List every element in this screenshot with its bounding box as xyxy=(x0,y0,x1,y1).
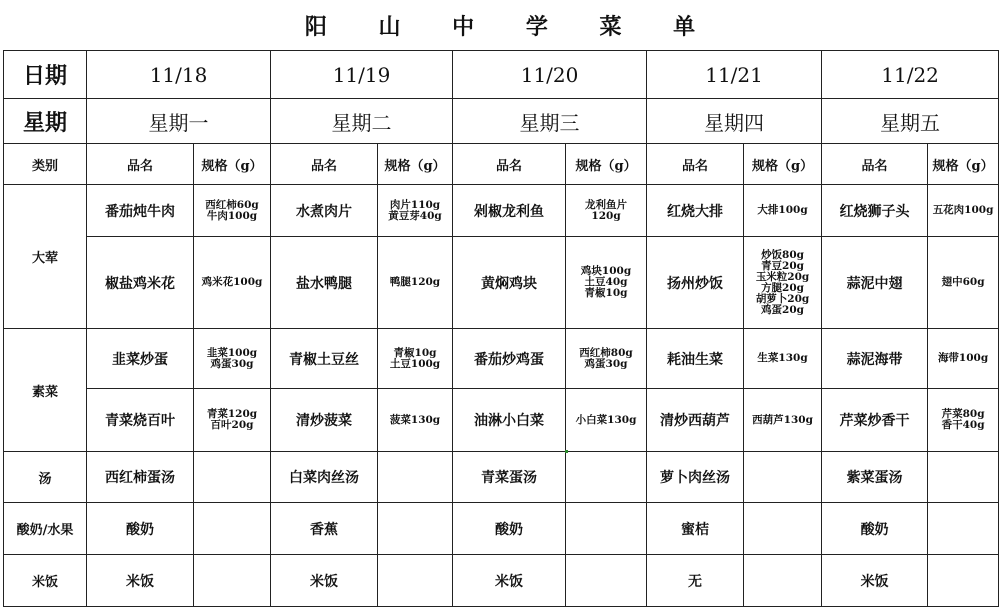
spec-header: 规格（g） xyxy=(744,144,822,185)
spec-line: 青椒10g xyxy=(584,287,628,299)
name-header: 品名 xyxy=(453,144,566,185)
spec-line: 肉片110g xyxy=(389,198,441,211)
dish-name: 青椒土豆丝 xyxy=(271,329,378,389)
dish-spec xyxy=(194,237,271,329)
date-cell: 11/18 xyxy=(87,51,271,99)
spec-line: 大排100g xyxy=(757,204,808,216)
soup-name: 萝卜肉丝汤 xyxy=(647,452,744,503)
dish-spec xyxy=(928,389,999,452)
soup-name: 西红柿蛋汤 xyxy=(87,452,194,503)
spec-line: 鸡米花100g xyxy=(201,276,263,288)
spec-line: 芹菜80g xyxy=(941,408,985,420)
yogurt-name: 酸奶 xyxy=(822,503,928,555)
stray-mark xyxy=(565,450,568,453)
date-cell: 11/22 xyxy=(822,51,999,99)
spec-line: 青菜120g xyxy=(206,408,258,420)
dish-spec xyxy=(566,389,647,452)
soup-name: 白菜肉丝汤 xyxy=(271,452,378,503)
spec-line: 龙利鱼片 xyxy=(585,198,628,211)
spec-line: 海带100g xyxy=(937,352,989,364)
yogurt-row xyxy=(4,503,999,555)
spec-line: 翅中60g xyxy=(941,276,985,288)
dish-spec xyxy=(744,329,822,389)
week-label: 星期 xyxy=(4,99,87,144)
dish-spec xyxy=(378,185,453,237)
soup-spec xyxy=(744,452,822,503)
dish-name: 剁椒龙利鱼 xyxy=(453,185,566,237)
dish-name: 耗油生菜 xyxy=(647,329,744,389)
dish-name: 红烧大排 xyxy=(647,185,744,237)
spec-line: 鸡蛋30g xyxy=(584,357,628,370)
dish-name: 芹菜炒香干 xyxy=(822,389,928,452)
spec-line: 西红柿80g xyxy=(579,346,633,359)
rice-name: 无 xyxy=(647,555,744,607)
veg-row xyxy=(4,329,999,389)
yogurt-spec xyxy=(194,503,271,555)
spec-line: 120g xyxy=(591,209,621,222)
header-row xyxy=(4,144,999,185)
weekday-cell: 星期五 xyxy=(822,99,999,144)
dish-spec xyxy=(194,389,271,452)
rice-spec xyxy=(194,555,271,607)
main-row xyxy=(4,185,999,237)
spec-line: 西红柿60g xyxy=(205,198,259,211)
dish-name: 红烧狮子头 xyxy=(822,185,928,237)
soup-spec xyxy=(378,452,453,503)
spec-line: 百叶20g xyxy=(210,419,254,431)
dish-name: 黄焖鸡块 xyxy=(453,237,566,329)
veg-row xyxy=(4,389,999,452)
name-header: 品名 xyxy=(822,144,928,185)
yogurt-spec xyxy=(566,503,647,555)
date-cell: 11/20 xyxy=(453,51,647,99)
rice-name: 米饭 xyxy=(271,555,378,607)
dish-name: 清炒菠菜 xyxy=(271,389,378,452)
spec-line: 鸡蛋30g xyxy=(210,357,254,370)
date-row xyxy=(4,51,999,99)
dish-spec xyxy=(928,237,999,329)
spec-header: 规格（g） xyxy=(378,144,453,185)
category-soup: 汤 xyxy=(4,452,87,503)
dish-spec xyxy=(194,185,271,237)
spec-line: 青椒10g xyxy=(393,346,437,359)
spec-line: 小白菜130g xyxy=(575,413,637,426)
dish-spec xyxy=(566,185,647,237)
dish-spec xyxy=(378,329,453,389)
spec-line: 生菜130g xyxy=(757,352,808,364)
weekday-cell: 星期二 xyxy=(271,99,453,144)
dish-name: 扬州炒饭 xyxy=(647,237,744,329)
rice-row xyxy=(4,555,999,607)
dish-spec xyxy=(378,237,453,329)
soup-name: 青菜蛋汤 xyxy=(453,452,566,503)
yogurt-name: 香蕉 xyxy=(271,503,378,555)
spec-line: 黄豆芽40g xyxy=(388,209,442,222)
spec-line: 鸡块100g xyxy=(580,265,632,277)
spec-header: 规格（g） xyxy=(928,144,999,185)
dish-spec xyxy=(194,329,271,389)
dish-name: 蒜泥中翅 xyxy=(822,237,928,329)
rice-name: 米饭 xyxy=(453,555,566,607)
dish-spec xyxy=(744,237,822,329)
dish-spec xyxy=(744,389,822,452)
rice-name: 米饭 xyxy=(822,555,928,607)
weekday-cell: 星期三 xyxy=(453,99,647,144)
soup-spec xyxy=(566,452,647,503)
soup-spec xyxy=(194,452,271,503)
yogurt-name: 酸奶 xyxy=(87,503,194,555)
category-veg: 素菜 xyxy=(4,329,87,452)
name-header: 品名 xyxy=(271,144,378,185)
date-cell: 11/19 xyxy=(271,51,453,99)
dish-spec xyxy=(928,185,999,237)
menu-table xyxy=(3,50,999,607)
dish-spec xyxy=(566,237,647,329)
dish-name: 清炒西葫芦 xyxy=(647,389,744,452)
yogurt-name: 蜜桔 xyxy=(647,503,744,555)
spec-line: 胡萝卜20g xyxy=(755,292,810,305)
main-row xyxy=(4,237,999,329)
name-header: 品名 xyxy=(87,144,194,185)
dish-name: 椒盐鸡米花 xyxy=(87,237,194,329)
spec-line: 方腿20g xyxy=(761,281,805,294)
rice-spec xyxy=(928,555,999,607)
spec-line: 五花肉100g xyxy=(932,204,994,216)
dish-name: 水煮肉片 xyxy=(271,185,378,237)
spec-line: 牛肉100g xyxy=(206,209,258,222)
spec-line: 土豆100g xyxy=(389,357,441,370)
spec-line: 鸭腿120g xyxy=(389,276,441,288)
rice-spec xyxy=(566,555,647,607)
spec-line: 玉米粒20g xyxy=(755,270,810,283)
dish-spec xyxy=(744,185,822,237)
soup-row xyxy=(4,452,999,503)
spec-line: 土豆40g xyxy=(584,276,628,288)
category-main: 大荤 xyxy=(4,185,87,329)
dish-name: 番茄炖牛肉 xyxy=(87,185,194,237)
dish-name: 韭菜炒蛋 xyxy=(87,329,194,389)
yogurt-spec xyxy=(928,503,999,555)
spec-line: 鸡蛋20g xyxy=(761,303,805,316)
soup-name: 紫菜蛋汤 xyxy=(822,452,928,503)
rice-spec xyxy=(378,555,453,607)
spec-header: 规格（g） xyxy=(566,144,647,185)
dish-name: 番茄炒鸡蛋 xyxy=(453,329,566,389)
yogurt-spec xyxy=(744,503,822,555)
weekday-cell: 星期一 xyxy=(87,99,271,144)
yogurt-name: 酸奶 xyxy=(453,503,566,555)
category-header: 类别 xyxy=(4,144,87,185)
dish-spec xyxy=(928,329,999,389)
spec-line: 菠菜130g xyxy=(389,413,441,426)
dish-name: 青菜烧百叶 xyxy=(87,389,194,452)
spec-header: 规格（g） xyxy=(194,144,271,185)
dish-spec xyxy=(566,329,647,389)
soup-spec xyxy=(928,452,999,503)
spec-line: 炒饭80g xyxy=(761,248,805,261)
category-rice: 米饭 xyxy=(4,555,87,607)
dish-spec xyxy=(378,389,453,452)
yogurt-spec xyxy=(378,503,453,555)
dish-name: 油淋小白菜 xyxy=(453,389,566,452)
dish-name: 盐水鸭腿 xyxy=(271,237,378,329)
rice-name: 米饭 xyxy=(87,555,194,607)
date-label: 日期 xyxy=(4,51,87,99)
rice-spec xyxy=(744,555,822,607)
spec-line: 香干40g xyxy=(941,419,985,431)
name-header: 品名 xyxy=(647,144,744,185)
dish-name: 蒜泥海带 xyxy=(822,329,928,389)
page-title: 阳 山 中 学 菜 单 xyxy=(304,13,718,40)
weekday-cell: 星期四 xyxy=(647,99,822,144)
date-cell: 11/21 xyxy=(647,51,822,99)
spec-line: 青豆20g xyxy=(761,259,805,272)
weekday-row xyxy=(4,99,999,144)
spec-line: 韭菜100g xyxy=(206,346,258,359)
spec-line: 西葫芦130g xyxy=(752,413,813,426)
category-yogurt: 酸奶/水果 xyxy=(4,503,87,555)
